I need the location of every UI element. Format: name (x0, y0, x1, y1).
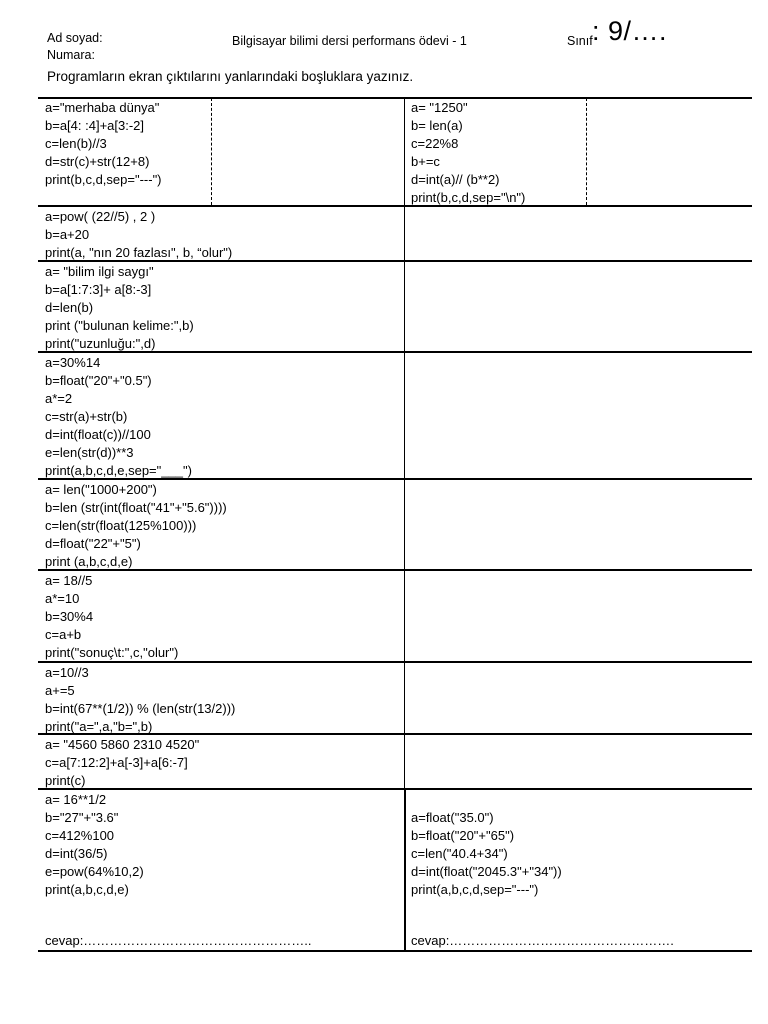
code-block-q4 (45, 354, 192, 480)
code-line: d=float("22"+"5") (45, 536, 141, 551)
code-line: a= 18//5 (45, 573, 93, 588)
instructions: Programların ekran çıktılarını yanlarındaki boşluklara yazınız. (47, 69, 414, 84)
code-block-q1-left (45, 99, 162, 189)
code-line: b=float("20"+"65") (411, 828, 515, 843)
code-line: print(c) (45, 773, 86, 788)
code-line: b+=c (411, 154, 440, 169)
row-divider (38, 205, 752, 207)
code-line: a= "4560 5860 2310 4520" (45, 737, 200, 752)
code-line: print("a=",a,"b=",b) (45, 719, 153, 734)
code-line: d=int(float(c))//100 (45, 427, 151, 442)
code-block-q2 (45, 208, 232, 262)
code-line: b=int(67**(1/2)) % (len(str(13/2))) (45, 701, 236, 716)
code-block-q6 (45, 572, 178, 662)
code-line: a= 16**1/2 (45, 792, 107, 807)
code-line: a=10//3 (45, 665, 89, 680)
code-line: c=str(a)+str(b) (45, 409, 128, 424)
code-line: a= len("1000+200") (45, 482, 157, 497)
code-line: d=int(36/5) (45, 846, 108, 861)
code-line: a=30%14 (45, 355, 101, 370)
code-line: a=pow( (22//5) , 2 ) (45, 209, 156, 224)
code-line: print(a,b,c,d,sep="---") (411, 882, 539, 897)
code-line: b=a[1:7:3]+ a[8:-3] (45, 282, 152, 297)
code-line: print ("bulunan kelime:",b) (45, 318, 194, 333)
code-line: print(b,c,d,sep="---") (45, 172, 162, 187)
code-line: d=str(c)+str(12+8) (45, 154, 150, 169)
code-line: print(a,b,c,d,e) (45, 882, 129, 897)
code-line: print("sonuç\t:",c,"olur") (45, 645, 179, 660)
code-line: d=int(a)// (b**2) (411, 172, 500, 187)
answer-line-right: cevap:……………………………………………. (411, 933, 674, 948)
code-line: a=float("35.0") (411, 810, 494, 825)
name-label: Ad soyad: (47, 31, 103, 45)
code-line: print (a,b,c,d,e) (45, 554, 133, 569)
code-line: e=len(str(d))**3 (45, 445, 134, 460)
column-divider-bottom (404, 789, 406, 950)
code-line: print("uzunluğu:",d) (45, 336, 156, 351)
code-line: print(b,c,d,sep="\n") (411, 190, 526, 205)
answer-box-divider (211, 98, 212, 205)
code-line: b=30%4 (45, 609, 94, 624)
code-line: a= "1250" (411, 100, 468, 115)
code-block-q8 (45, 736, 199, 790)
code-line: c=len(str(float(125%100))) (45, 518, 197, 533)
document-title: Bilgisayar bilimi dersi performans ödevi - 1 (232, 34, 467, 48)
code-line: c=len(b)//3 (45, 136, 107, 151)
code-line: c=len("40.4+34") (411, 846, 508, 861)
code-line: c=412%100 (45, 828, 115, 843)
table-bottom-rule (38, 950, 752, 952)
code-line: a+=5 (45, 683, 75, 698)
code-line: b=float("20"+"0.5") (45, 373, 152, 388)
answer-box-divider (586, 98, 587, 205)
code-block-q9-left (45, 791, 144, 899)
code-line: c=22%8 (411, 136, 459, 151)
code-line: d=int(float("2045.3"+"34")) (411, 864, 562, 879)
number-label: Numara: (47, 48, 95, 62)
grade-value: : 9/…. (592, 16, 668, 46)
code-line: b=a[4: :4]+a[3:-2] (45, 118, 145, 133)
code-block-q3 (45, 263, 194, 353)
code-block-q7 (45, 664, 235, 736)
code-line: c=a+b (45, 627, 82, 642)
code-line: a="merhaba dünya" (45, 100, 160, 115)
code-line: a*=10 (45, 591, 80, 606)
code-line: b=a+20 (45, 227, 90, 242)
code-line: b="27"+"3.6" (45, 810, 119, 825)
code-line: print(a, "nın 20 fazlası", b, “olur") (45, 245, 233, 260)
code-line: a*=2 (45, 391, 73, 406)
code-line: e=pow(64%10,2) (45, 864, 144, 879)
code-block-q9-right (411, 809, 562, 899)
code-line: print(a,b,c,d,e,sep="___") (45, 463, 192, 478)
code-line: b=len (str(int(float("41"+"5.6")))) (45, 500, 227, 515)
code-line: a= "bilim ilgi saygı" (45, 264, 154, 279)
code-block-q1-right (411, 99, 525, 207)
code-block-q5 (45, 481, 227, 571)
code-line: b= len(a) (411, 118, 463, 133)
answer-line-left: cevap:…………………………………………….. (45, 933, 312, 948)
grade-label: Sınıf (567, 34, 593, 48)
code-line: c=a[7:12:2]+a[-3]+a[6:-7] (45, 755, 188, 770)
code-line: d=len(b) (45, 300, 94, 315)
